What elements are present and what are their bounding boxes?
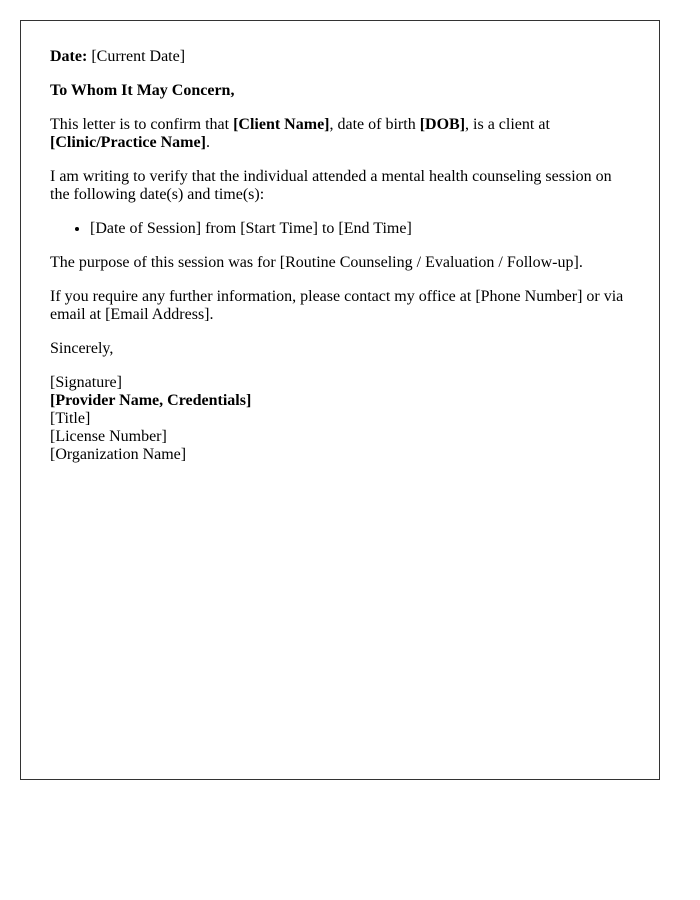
dob: [DOB] bbox=[419, 116, 466, 133]
organization-name: [Organization Name] bbox=[50, 446, 187, 463]
verification-paragraph: I am writing to verify that the individual attended a mental health counseling session on the following date(s) and time(s): bbox=[50, 168, 612, 203]
provider-name-text: [Provider Name, Credentials] bbox=[50, 392, 252, 409]
contact-paragraph: If you require any further information, please contact my office at [Phone Number] or via email at [Email Address]. bbox=[50, 288, 624, 323]
session-item: • [Date of Session] from [Start Time] to [End Time] bbox=[90, 220, 630, 238]
client-name: [Client Name] bbox=[233, 116, 330, 133]
provider-name bbox=[50, 392, 630, 410]
license-number: [License Number] bbox=[50, 428, 167, 445]
salutation bbox=[50, 82, 630, 100]
salutation-text: To Whom It May Concern, bbox=[50, 82, 235, 99]
signature: [Signature] bbox=[50, 374, 122, 391]
date-label: Date: bbox=[50, 48, 88, 65]
text: , date of birth bbox=[329, 116, 420, 133]
signature-block bbox=[50, 374, 630, 464]
date-value: [Current Date] bbox=[87, 48, 186, 65]
provider-title: [Title] bbox=[50, 410, 91, 427]
text: This letter is to confirm that bbox=[50, 116, 234, 133]
session-list bbox=[50, 220, 630, 238]
text: , is a client at bbox=[465, 116, 550, 133]
date-line bbox=[50, 48, 630, 66]
closing: Sincerely, bbox=[50, 340, 114, 357]
clinic-name: [Clinic/Practice Name] bbox=[50, 134, 206, 151]
confirmation-paragraph bbox=[50, 116, 630, 152]
purpose-paragraph: The purpose of this session was for [Routine Counseling / Evaluation / Follow-up]. bbox=[50, 254, 583, 271]
text: . bbox=[205, 134, 210, 151]
letter-page bbox=[20, 20, 660, 780]
